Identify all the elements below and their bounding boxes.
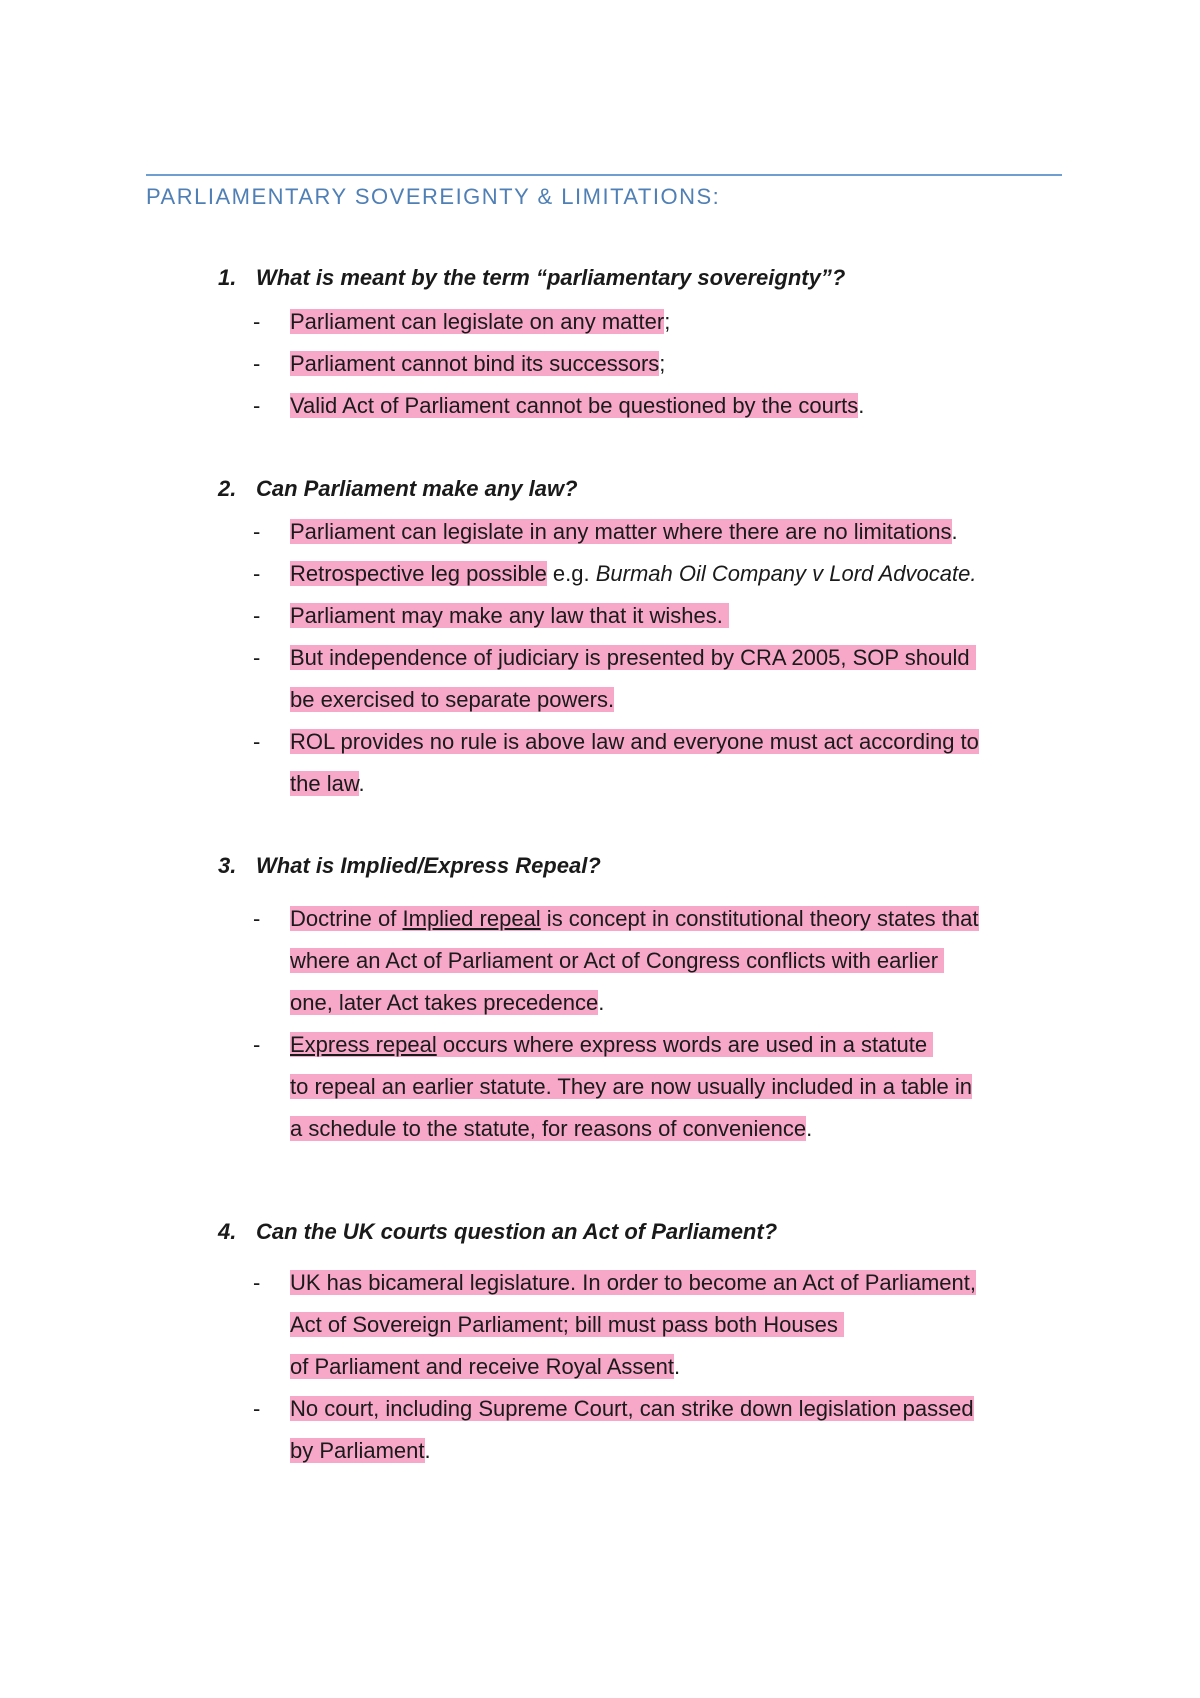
item-tail: e.g.	[546, 561, 596, 586]
highlighted-text: But independence of judiciary is presented by CRA 2005, SOP should	[290, 645, 976, 670]
document-title: PARLIAMENTARY SOVEREIGNTY & LIMITATIONS:	[146, 184, 721, 209]
highlighted-text: Valid Act of Parliament cannot be questioned by the courts	[290, 393, 859, 418]
text-segment: is concept in constitutional theory states that	[540, 906, 979, 931]
question-text: Can Parliament make any law?	[256, 476, 578, 501]
highlighted-text: Act of Sovereign Parliament; bill must pass both Houses	[290, 1312, 844, 1337]
highlighted-text	[290, 1032, 933, 1057]
dash-bullet: -	[253, 519, 261, 544]
question-number: 3.	[218, 853, 237, 878]
question-1	[218, 265, 1078, 291]
highlighted-text: Parliament can legislate in any matter where there are no limitations	[290, 519, 952, 544]
title-rule	[146, 174, 1062, 176]
highlighted-text: by Parliament	[290, 1438, 425, 1463]
dash-bullet: -	[253, 645, 261, 670]
dash-bullet: -	[253, 393, 261, 418]
question-3	[218, 853, 1078, 879]
text-segment: occurs where express words are used in a statute	[436, 1032, 934, 1057]
dash-bullet: -	[253, 351, 261, 376]
highlighted-text: to repeal an earlier statute. They are now usually included in a table in	[290, 1074, 973, 1099]
question-number: 1.	[218, 265, 237, 290]
highlighted-text: Parliament can legislate on any matter	[290, 309, 665, 334]
underlined-term: Implied repeal	[402, 906, 541, 931]
highlighted-text: one, later Act takes precedence	[290, 990, 599, 1015]
highlighted-text: Parliament may make any law that it wishes.	[290, 603, 729, 628]
item-tail: .	[806, 1116, 813, 1141]
text-segment: Doctrine of	[290, 906, 403, 931]
highlighted-text: a schedule to the statute, for reasons of convenience	[290, 1116, 807, 1141]
dash-bullet: -	[253, 561, 261, 586]
item-tail: ;	[664, 309, 671, 334]
highlighted-text: ROL provides no rule is above law and everyone must act according to	[290, 729, 979, 754]
highlighted-text: where an Act of Parliament or Act of Congress conflicts with earlier	[290, 948, 945, 973]
dash-bullet: -	[253, 309, 261, 334]
highlighted-text	[290, 906, 979, 931]
highlighted-text: Retrospective leg possible	[290, 561, 547, 586]
dash-bullet: -	[253, 729, 261, 754]
item-tail: .	[673, 1354, 681, 1379]
case-citation: Burmah Oil Company v Lord Advocate.	[595, 561, 977, 586]
question-text: Can the UK courts question an Act of Parliament?	[256, 1219, 778, 1244]
underlined-term: Express repeal	[290, 1032, 437, 1057]
highlighted-text: Parliament cannot bind its successors	[290, 351, 660, 376]
question-2	[218, 476, 1078, 502]
question-text: What is Implied/Express Repeal?	[256, 853, 601, 878]
question-number: 2.	[218, 476, 237, 501]
highlighted-text: the law	[290, 771, 359, 796]
item-tail: .	[358, 771, 365, 796]
question-text: What is meant by the term “parliamentary sovereignty”?	[256, 265, 846, 290]
question-4	[218, 1219, 1078, 1245]
item-tail: .	[858, 393, 865, 418]
dash-bullet: -	[253, 603, 261, 628]
dash-bullet: -	[253, 1396, 261, 1421]
question-number: 4.	[218, 1219, 237, 1244]
highlighted-text: No court, including Supreme Court, can strike down legislation passed	[290, 1396, 974, 1421]
dash-bullet: -	[253, 1270, 261, 1295]
highlighted-text: be exercised to separate powers.	[290, 687, 615, 712]
highlighted-text: of Parliament and receive Royal Assent	[290, 1354, 674, 1379]
item-tail: .	[598, 990, 605, 1015]
item-tail: ;	[659, 351, 666, 376]
dash-bullet: -	[253, 906, 261, 931]
highlighted-text: UK has bicameral legislature. In order to become an Act of Parliament,	[290, 1270, 977, 1295]
dash-bullet: -	[253, 1032, 261, 1057]
item-tail: .	[951, 519, 958, 544]
item-tail: .	[424, 1438, 431, 1463]
